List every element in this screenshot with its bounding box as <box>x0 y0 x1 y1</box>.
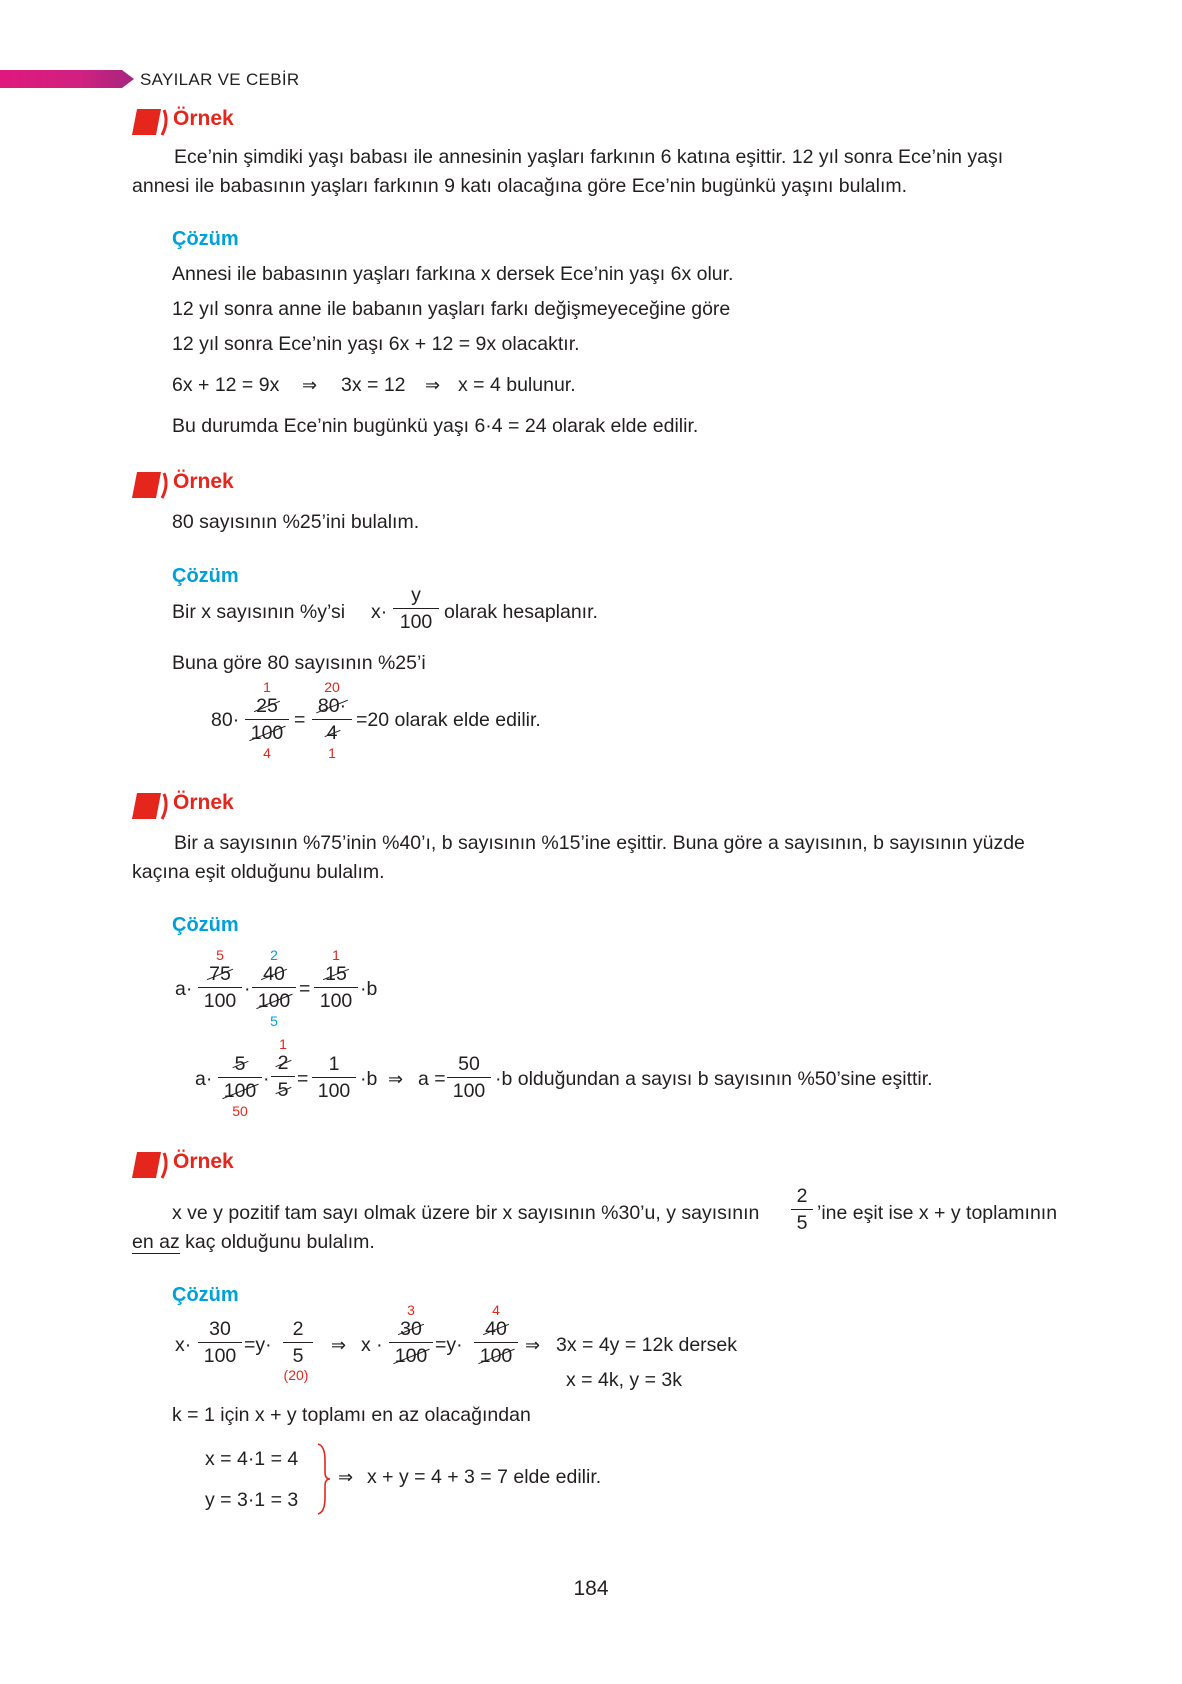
ex1-equation-a: 6x + 12 = 9x <box>172 374 280 396</box>
fraction-denominator: 5 <box>796 1212 808 1234</box>
example-heading: Örnek <box>173 1150 234 1173</box>
ex2-calc-lead: 80· <box>211 709 240 731</box>
cancel-note: 2 <box>270 947 278 963</box>
fraction-denominator: 100 <box>223 1080 257 1102</box>
ex4-fraction-3 <box>389 1302 433 1367</box>
ex3-dot-b: ·b <box>360 978 378 1000</box>
cancel-note: 4 <box>492 1302 500 1318</box>
ex3-row2-fraction-4 <box>447 1053 491 1102</box>
ex1-equation-b: 3x = 12 <box>341 374 406 396</box>
fraction-numerator: 50 <box>458 1053 480 1075</box>
ex2-result: =20 olarak elde edilir. <box>356 709 541 731</box>
fraction-numerator: 25 <box>256 695 278 717</box>
ex2-fraction-1 <box>245 679 289 762</box>
fraction-denominator: 5 <box>277 1079 289 1101</box>
cancel-note: 3 <box>407 1302 415 1318</box>
ex3-conclusion: ·b olduğundan a sayısı b sayısının %50’sine eşittir. <box>495 1068 933 1090</box>
ex4-system-2: y = 3·1 = 3 <box>205 1489 299 1511</box>
fraction-denominator: 4 <box>326 722 338 744</box>
right-brace-icon <box>316 1442 332 1516</box>
ex1-equation-c: x = 4 bulunur. <box>458 374 576 396</box>
fraction-bar <box>198 987 242 988</box>
ex2-formula-fraction <box>393 584 439 633</box>
ex4-result-1: 3x = 4y = 12k dersek <box>556 1334 738 1356</box>
fraction-denominator: 100 <box>257 990 291 1012</box>
multiply-dot: · <box>263 1068 270 1090</box>
example-3-question <box>132 829 1074 887</box>
ex4-equals-y: =y· <box>435 1334 463 1356</box>
ex3-a-dot: a· <box>175 978 193 1000</box>
fraction-numerator: 15 <box>325 963 347 985</box>
cancel-note: (20) <box>283 1367 309 1383</box>
implies-arrow-icon: ⇒ <box>425 375 441 395</box>
multiply-dot: · <box>244 978 251 1000</box>
implies-arrow-icon: ⇒ <box>525 1335 541 1355</box>
fraction-numerator: 2 <box>292 1318 304 1340</box>
cancel-note: 50 <box>232 1103 248 1119</box>
ex3-row1-fraction-3 <box>314 947 358 1012</box>
ex4-fraction-4 <box>474 1302 518 1367</box>
fraction-bar <box>791 1209 813 1210</box>
ex3-row1-fraction-2 <box>252 947 296 1030</box>
fraction-bar <box>252 987 296 988</box>
solution-heading: Çözüm <box>172 1284 239 1306</box>
fraction-numerator: 30 <box>209 1318 231 1340</box>
ex3-dot-b: ·b <box>360 1068 378 1090</box>
ex4-x-dot: x· <box>175 1334 192 1356</box>
fraction-denominator: 5 <box>292 1345 304 1367</box>
fraction-bar <box>389 1342 433 1343</box>
ex1-solution-line-2: 12 yıl sonra anne ile babanın yaşları farkı değişmeyeceğine göre <box>172 298 731 320</box>
cancel-note: 5 <box>216 947 224 963</box>
fraction-bar <box>314 987 358 988</box>
page-number: 184 <box>573 1577 609 1600</box>
example-heading: Örnek <box>173 107 234 130</box>
cancel-note: 5 <box>270 1013 278 1029</box>
ex3-a-dot: a· <box>195 1068 213 1090</box>
fraction-numerator: 30 <box>400 1318 422 1340</box>
fraction-denominator: 100 <box>250 722 284 744</box>
example-2-question: 80 sayısının %25’ini bulalım. <box>172 511 420 533</box>
section-title: SAYILAR VE CEBİR <box>140 70 300 89</box>
ornek-badge-icon <box>131 792 171 820</box>
ex1-solution-line-1: Annesi ile babasının yaşları farkına x dersek Ece’nin yaşı 6x olur. <box>172 263 734 285</box>
fraction-bar <box>218 1077 262 1078</box>
cancel-note: 1 <box>332 947 340 963</box>
ornek-badge-icon <box>131 108 171 136</box>
ex3-row2-fraction-3 <box>312 1053 356 1102</box>
equals-sign: = <box>294 709 306 731</box>
fraction-numerator: 1 <box>328 1053 340 1075</box>
implies-arrow-icon: ⇒ <box>302 375 318 395</box>
equals-sign: = <box>299 978 311 1000</box>
fraction-denominator: 100 <box>203 990 237 1012</box>
solution-heading: Çözüm <box>172 228 239 250</box>
example-heading: Örnek <box>173 470 234 493</box>
ex3-row1-fraction-1 <box>198 947 242 1012</box>
ex3-a-equals: a = <box>418 1068 446 1090</box>
ex2-line-2: Buna göre 80 sayısının %25’i <box>172 652 426 674</box>
ex4-k-line: k = 1 için x + y toplamı en az olacağından <box>172 1404 531 1426</box>
cancel-note: 1 <box>279 1036 287 1052</box>
fraction-numerator: 2 <box>277 1052 289 1074</box>
fraction-denominator: 100 <box>452 1080 486 1102</box>
fraction-denominator: 100 <box>394 1345 428 1367</box>
ex1-solution-result: Bu durumda Ece’nin bugünkü yaşı 6·4 = 24 olarak elde edilir. <box>172 415 699 437</box>
fraction-bar <box>474 1342 518 1343</box>
fraction-bar <box>312 719 352 720</box>
fraction-bar <box>271 1076 295 1077</box>
ex2-formula-tail: olarak hesaplanır. <box>444 601 598 623</box>
fraction-denominator: 100 <box>203 1345 237 1367</box>
ex2-fraction-2 <box>312 679 352 762</box>
ornek-badge-icon <box>131 1151 171 1179</box>
ex4-fraction-2 <box>283 1318 313 1383</box>
ex4-fraction-1 <box>198 1318 242 1367</box>
example-heading: Örnek <box>173 791 234 814</box>
fraction-bar <box>198 1342 242 1343</box>
cancel-note: 20 <box>324 679 340 695</box>
fraction-numerator: 2 <box>796 1185 808 1207</box>
fraction-bar <box>245 719 289 720</box>
fraction-denominator: 100 <box>319 990 353 1012</box>
ex4-result-2: x = 4k, y = 3k <box>566 1369 682 1391</box>
equals-sign: = <box>297 1068 309 1090</box>
ex4-equals-y: =y· <box>244 1334 272 1356</box>
example-4-question-rest: kaç olduğunu bulalım. <box>179 1231 375 1253</box>
cancel-note: 1 <box>263 679 271 695</box>
fraction-numerator: 40 <box>485 1318 507 1340</box>
solution-heading: Çözüm <box>172 565 239 587</box>
example-3-question-line-1: Bir a sayısının %75’inin %40’ı, b sayısının %15’ine eşittir. Buna göre a sayısının, b sayısının yüzde <box>174 832 1025 854</box>
fraction-denominator: 100 <box>479 1345 513 1367</box>
ex1-solution-line-3: 12 yıl sonra Ece’nin yaşı 6x + 12 = 9x olacaktır. <box>172 333 580 355</box>
example-3-question-line-2: kaçına eşit olduğunu bulalım. <box>132 861 385 883</box>
fraction-numerator: y <box>411 584 421 606</box>
example-1-question <box>132 143 1074 201</box>
fraction-bar <box>283 1342 313 1343</box>
fraction-denominator: 100 <box>317 1080 351 1102</box>
fraction-numerator: 5 <box>234 1053 246 1075</box>
example-4-question-line-2 <box>132 1231 375 1254</box>
underlined-emphasis: en az <box>132 1231 180 1253</box>
solution-heading: Çözüm <box>172 914 239 936</box>
ornek-badge-icon <box>131 471 171 499</box>
header-accent-bar <box>0 70 134 88</box>
fraction-numerator: 75 <box>209 963 231 985</box>
fraction-denominator: 100 <box>399 611 433 633</box>
example-1-question-line-1: Ece’nin şimdiki yaşı babası ile annesinin yaşları farkının 6 katına eşittir. 12 yıl sonra Ece’nin yaşı <box>174 146 1004 168</box>
ex4-x-dot: x · <box>361 1334 383 1356</box>
ex3-row2-fraction-1 <box>218 1053 262 1120</box>
implies-arrow-icon: ⇒ <box>338 1467 354 1487</box>
fraction-numerator: 40 <box>263 963 285 985</box>
ex4-final: x + y = 4 + 3 = 7 elde edilir. <box>367 1466 602 1488</box>
ex2-formula-intro: Bir x sayısının %y’si <box>172 601 346 623</box>
fraction-bar <box>312 1077 356 1078</box>
implies-arrow-icon: ⇒ <box>331 1335 347 1355</box>
example-1-question-line-2: annesi ile babasının yaşları farkının 9 katı olacağına göre Ece’nin bugünkü yaşını bulalım. <box>132 175 908 197</box>
ex4-question-fraction <box>791 1185 813 1234</box>
fraction-bar <box>447 1077 491 1078</box>
ex3-row2-fraction-2 <box>271 1036 295 1101</box>
cancel-note: 4 <box>263 745 271 761</box>
ex2-x-dot: x· <box>371 601 388 623</box>
example-4-question-tail: ’ine eşit ise x + y toplamının <box>817 1202 1058 1224</box>
cancel-note: 1 <box>328 745 336 761</box>
example-4-question-line-1: x ve y pozitif tam sayı olmak üzere bir x sayısının %30’u, y sayısının <box>172 1202 760 1224</box>
ex4-system-1: x = 4·1 = 4 <box>205 1448 299 1470</box>
implies-arrow-icon: ⇒ <box>388 1069 404 1089</box>
fraction-bar <box>393 608 439 609</box>
fraction-numerator: 80· <box>317 695 347 717</box>
